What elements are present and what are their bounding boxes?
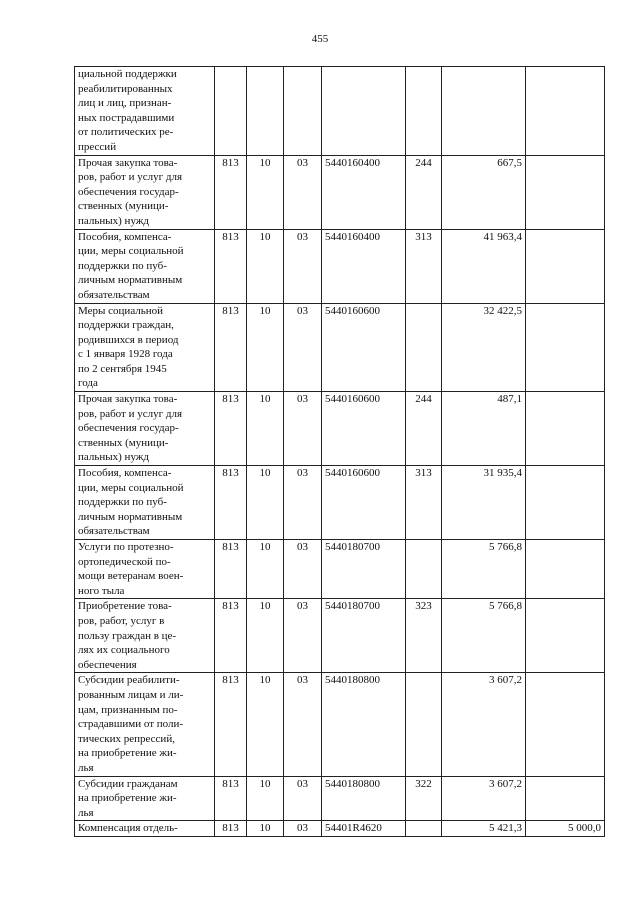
table-row [75, 466, 605, 540]
expense-type-code: 323 [406, 599, 442, 673]
expense-type-code [406, 303, 442, 392]
amount-subvention [526, 155, 605, 229]
section-code: 10 [247, 466, 284, 540]
table-row [75, 155, 605, 229]
section-code: 10 [247, 673, 284, 776]
row-description: Субсидии реабилити- рованным лицам и ли- цам, признанным по- страдавшими от поли- тических репрессий, на приобретение жи- лья [75, 673, 215, 776]
budget-table [74, 66, 605, 837]
row-description: Субсидии гражданам на приобретение жи- лья [75, 776, 215, 821]
subsection-code: 03 [284, 821, 322, 837]
row-description: циальной поддержки реабилитированных лиц и лиц, признан- ных пострадавшими от политических ре- прессий [75, 67, 215, 156]
amount-total: 32 422,5 [442, 303, 526, 392]
expense-type-code [406, 821, 442, 837]
amount-total: 5 421,3 [442, 821, 526, 837]
table-row [75, 673, 605, 776]
amount-total: 41 963,4 [442, 229, 526, 303]
department-code: 813 [215, 392, 247, 466]
subsection-code: 03 [284, 155, 322, 229]
subsection-code: 03 [284, 466, 322, 540]
row-description: Меры социальной поддержки граждан, родившихся в период с 1 января 1928 года по 2 сентября 1945 года [75, 303, 215, 392]
row-description: Компенсация отдель- [75, 821, 215, 837]
expense-type-code [406, 673, 442, 776]
section-code: 10 [247, 599, 284, 673]
target-article-code: 5440180800 [322, 776, 406, 821]
table-row [75, 67, 605, 156]
row-description: Прочая закупка това- ров, работ и услуг для обеспечения государ- ственных (муници- пальных) нужд [75, 155, 215, 229]
expense-type-code [406, 67, 442, 156]
amount-total [442, 67, 526, 156]
page-number: 455 [311, 33, 329, 45]
expense-type-code: 313 [406, 466, 442, 540]
amount-total: 5 766,8 [442, 540, 526, 599]
expense-type-code [406, 540, 442, 599]
table-row [75, 229, 605, 303]
subsection-code [284, 67, 322, 156]
expense-type-code: 313 [406, 229, 442, 303]
target-article-code [322, 67, 406, 156]
amount-subvention [526, 303, 605, 392]
target-article-code: 5440180700 [322, 599, 406, 673]
section-code: 10 [247, 229, 284, 303]
section-code: 10 [247, 776, 284, 821]
amount-subvention [526, 599, 605, 673]
row-description: Приобретение това- ров, работ, услуг в пользу граждан в це- лях их социального обеспечения [75, 599, 215, 673]
section-code [247, 67, 284, 156]
subsection-code: 03 [284, 599, 322, 673]
table-body [75, 67, 605, 837]
target-article-code: 5440160400 [322, 155, 406, 229]
subsection-code: 03 [284, 303, 322, 392]
expense-type-code: 244 [406, 392, 442, 466]
department-code: 813 [215, 673, 247, 776]
subsection-code: 03 [284, 776, 322, 821]
section-code: 10 [247, 155, 284, 229]
department-code: 813 [215, 599, 247, 673]
table-row [75, 392, 605, 466]
amount-total: 31 935,4 [442, 466, 526, 540]
department-code: 813 [215, 776, 247, 821]
target-article-code: 5440180700 [322, 540, 406, 599]
subsection-code: 03 [284, 673, 322, 776]
amount-total: 487,1 [442, 392, 526, 466]
department-code: 813 [215, 229, 247, 303]
subsection-code: 03 [284, 540, 322, 599]
department-code [215, 67, 247, 156]
subsection-code: 03 [284, 392, 322, 466]
amount-total: 667,5 [442, 155, 526, 229]
amount-subvention [526, 776, 605, 821]
amount-subvention [526, 229, 605, 303]
target-article-code: 5440160400 [322, 229, 406, 303]
amount-subvention [526, 673, 605, 776]
amount-subvention [526, 540, 605, 599]
department-code: 813 [215, 303, 247, 392]
row-description: Услуги по протезно- ортопедической по- мощи ветеранам воен- ного тыла [75, 540, 215, 599]
section-code: 10 [247, 303, 284, 392]
amount-subvention: 5 000,0 [526, 821, 605, 837]
table-row [75, 821, 605, 837]
target-article-code: 5440160600 [322, 392, 406, 466]
row-description: Пособия, компенса- ции, меры социальной поддержки по пуб- личным нормативным обязательствам [75, 466, 215, 540]
target-article-code: 54401R4620 [322, 821, 406, 837]
target-article-code: 5440160600 [322, 466, 406, 540]
section-code: 10 [247, 821, 284, 837]
department-code: 813 [215, 466, 247, 540]
amount-total: 5 766,8 [442, 599, 526, 673]
expense-type-code: 244 [406, 155, 442, 229]
amount-total: 3 607,2 [442, 673, 526, 776]
department-code: 813 [215, 821, 247, 837]
target-article-code: 5440160600 [322, 303, 406, 392]
amount-subvention [526, 67, 605, 156]
row-description: Прочая закупка това- ров, работ и услуг для обеспечения государ- ственных (муници- пальных) нужд [75, 392, 215, 466]
department-code: 813 [215, 540, 247, 599]
table-row [75, 540, 605, 599]
section-code: 10 [247, 392, 284, 466]
amount-subvention [526, 466, 605, 540]
target-article-code: 5440180800 [322, 673, 406, 776]
row-description: Пособия, компенса- ции, меры социальной поддержки по пуб- личным нормативным обязательствам [75, 229, 215, 303]
expense-type-code: 322 [406, 776, 442, 821]
table-row [75, 303, 605, 392]
subsection-code: 03 [284, 229, 322, 303]
amount-total: 3 607,2 [442, 776, 526, 821]
table-row [75, 599, 605, 673]
amount-subvention [526, 392, 605, 466]
department-code: 813 [215, 155, 247, 229]
section-code: 10 [247, 540, 284, 599]
table-row [75, 776, 605, 821]
